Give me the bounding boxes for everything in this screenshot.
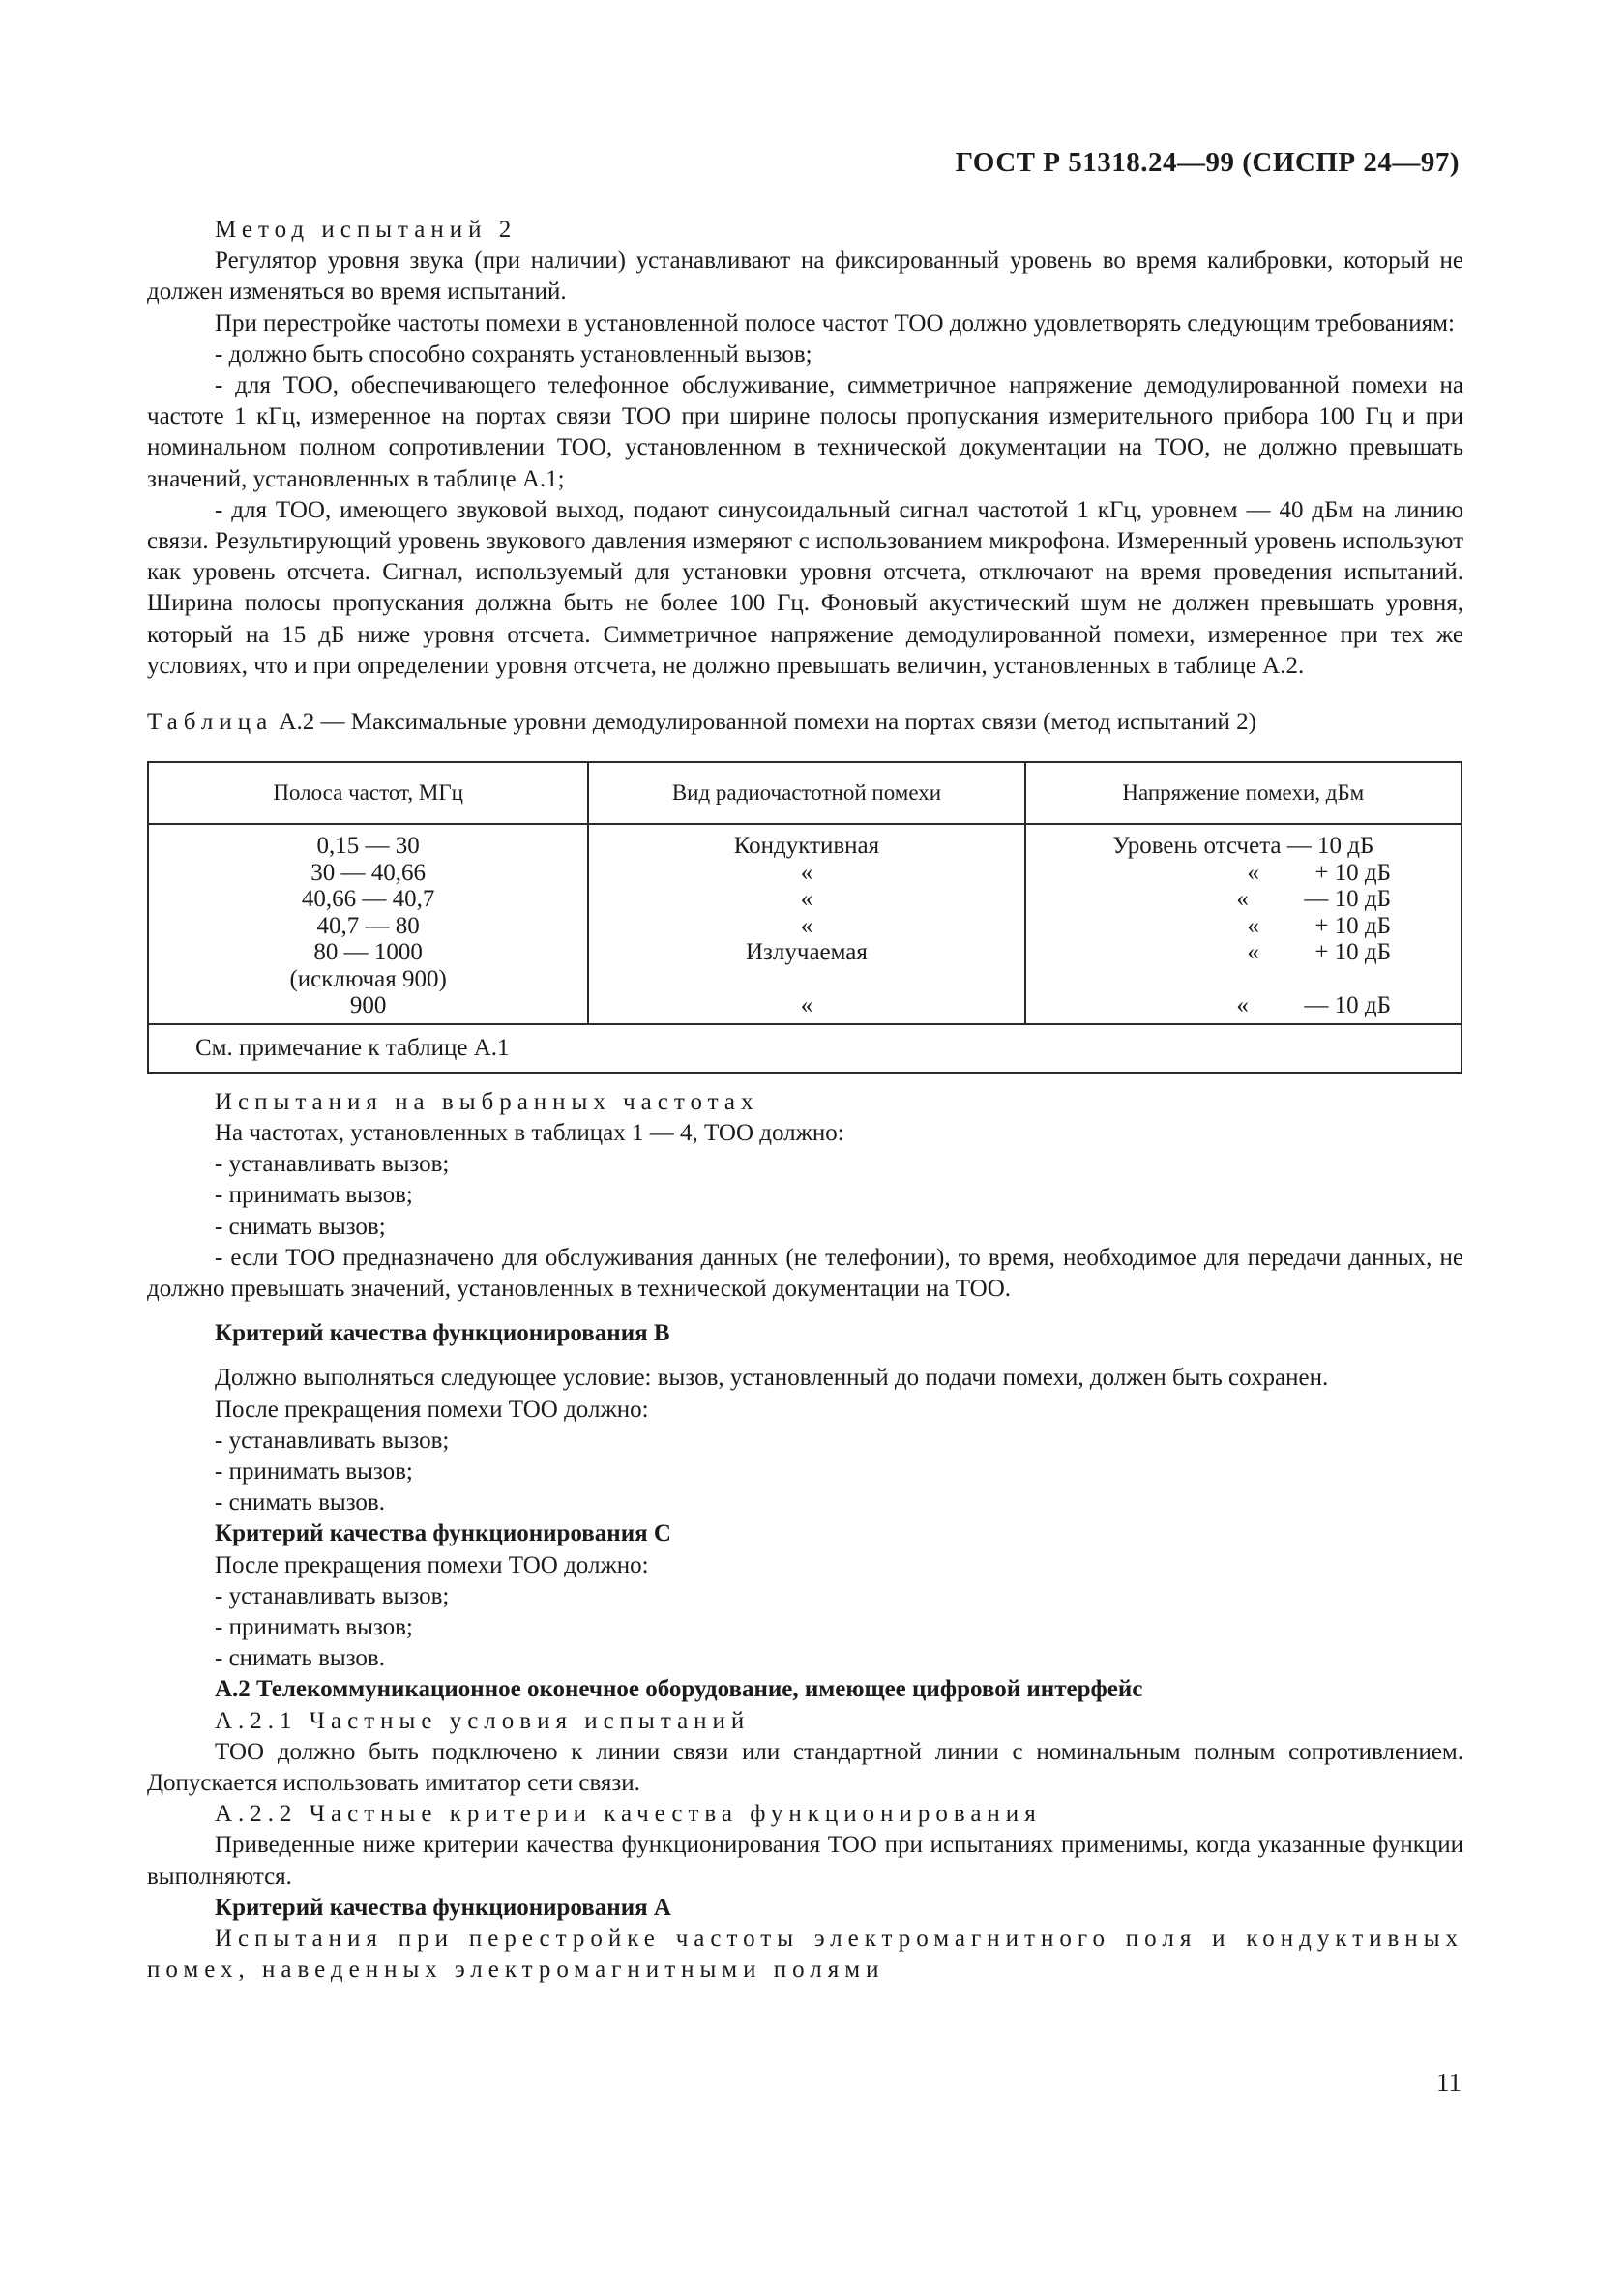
paragraph: Регулятор уровня звука (при наличии) устанавливают на фиксированный уровень во время калибровки, который не должен изменяться во время испытаний.: [147, 248, 1463, 306]
ditto-mark: «: [1236, 886, 1249, 913]
subsection-title: А.2.1 Частные условия испытаний: [215, 1707, 751, 1734]
table-caption: [147, 707, 1463, 738]
band-column: [148, 824, 588, 1024]
ditto-mark: «: [1247, 939, 1259, 966]
list-item: - снимать вызов.: [215, 1489, 385, 1516]
list-item: - для ТОО, обеспечивающего телефонное обслуживание, симметричное напряжение демодулированной помехи на частоте 1 кГц, измеренное на портах связи ТОО при ширине полосы пропускания измерительного прибора 100 Гц и при номинальном полном сопротивлении ТОО, установленном в технической документации на ТОО, не должно превышать значений, установленных в таблице А.1;: [147, 372, 1463, 492]
paragraph: На частотах, установленных в таблицах 1 — 4, ТОО должно:: [215, 1119, 844, 1146]
table-header-type: Вид радиочастотной помехи: [588, 762, 1024, 824]
table-header-voltage: Напряжение помехи, дБм: [1025, 762, 1462, 824]
page-number: 11: [1436, 2068, 1462, 2097]
criterion-title: Критерий качества функционирования А: [215, 1894, 671, 1921]
voltage-value: + 10 дБ: [1314, 859, 1391, 886]
list-item: - снимать вызов;: [215, 1213, 386, 1240]
paragraph: Приведенные ниже критерии качества функционирования ТОО при испытаниях применимы, когда указанные функции выполняются.: [147, 1832, 1463, 1890]
list-item: - принимать вызов;: [215, 1457, 413, 1485]
band-cell: 80 — 1000: [313, 939, 423, 966]
voltage-cell: Уровень отсчета — 10 дБ: [1112, 833, 1374, 860]
section-title: Метод испытаний 2: [215, 217, 517, 243]
list-item: - устанавливать вызов;: [215, 1582, 450, 1609]
band-cell: 30 — 40,66: [310, 859, 426, 886]
type-column: [588, 824, 1024, 1024]
paragraph: Испытания при перестройке частоты электромагнитного поля и кондуктивных помех, наведенных электромагнитными полями: [147, 1926, 1463, 1984]
list-item: - устанавливать вызов;: [215, 1427, 450, 1454]
list-item: - для ТОО, имеющего звуковой выход, подают синусоидальный сигнал частотой 1 кГц, уровнем — 40 дБм на линию связи. Результирующий уровень звукового давления измеряют с использованием микрофона. Измеренный уровень используют как уровень отсчета. Сигнал, используемый для установки уровня отсчета, отключают на время проведения испытаний. Ширина полосы пропускания должна быть не более 100 Гц. Фоновый акустический шум не должен превышать уровня, который на 15 дБ ниже уровня отсчета. Симметричное напряжение демодулированной помехи, измеренное при тех же условиях, что и при определении уровня отсчета, не должно превышать величин, установленных в таблице А.2.: [147, 496, 1463, 679]
voltage-cell: [1030, 992, 1457, 1019]
paragraph: Должно выполняться следующее условие: вызов, установленный до подачи помехи, должен быть сохранен.: [215, 1365, 1329, 1392]
voltage-cell: [1030, 913, 1457, 940]
list-item: - принимать вызов;: [215, 1182, 413, 1209]
voltage-value: + 10 дБ: [1314, 939, 1391, 966]
list-item: - снимать вызов.: [215, 1645, 385, 1672]
voltage-cell: [1030, 860, 1457, 887]
interference-table: [147, 761, 1462, 1074]
voltage-cell-empty: [1030, 966, 1457, 993]
ditto-mark: «: [1247, 912, 1259, 939]
table-caption-label: Таблица: [147, 709, 274, 736]
type-cell-empty: [593, 966, 1019, 993]
section-heading: А.2 Телекоммуникационное оконечное оборудование, имеющее цифровой интерфейс: [215, 1676, 1143, 1703]
type-cell: «: [800, 912, 813, 939]
band-cell: 900: [349, 992, 387, 1019]
band-cell: (исключая 900): [289, 965, 447, 992]
type-cell: Кондуктивная: [733, 833, 880, 860]
document-header: ГОСТ Р 51318.24—99 (СИСПР 24—97): [955, 147, 1460, 178]
voltage-cell: [1030, 939, 1457, 966]
table-note: См. примечание к таблице А.1: [148, 1024, 1462, 1073]
type-cell: «: [800, 859, 813, 886]
criterion-title: Критерий качества функционирования С: [215, 1520, 671, 1547]
type-cell: «: [800, 992, 813, 1019]
voltage-cell: [1030, 886, 1457, 913]
voltage-value: — 10 дБ: [1304, 886, 1391, 913]
ditto-mark: «: [1247, 859, 1259, 886]
type-cell: «: [800, 886, 813, 913]
list-item: - если ТОО предназначено для обслуживания данных (не телефонии), то время, необходимое для передачи данных, не должно превышать значений, установленных в технической документации на ТОО.: [147, 1244, 1463, 1302]
list-item: - принимать вызов;: [215, 1614, 413, 1640]
band-cell: 40,7 — 80: [316, 912, 420, 939]
paragraph: После прекращения помехи ТОО должно:: [215, 1551, 649, 1578]
criterion-title: Критерий качества функционирования В: [215, 1320, 670, 1347]
list-item: - должно быть способно сохранять установленный вызов;: [215, 340, 812, 368]
list-item: - устанавливать вызов;: [215, 1151, 450, 1178]
paragraph: При перестройке частоты помехи в установленной полосе частот ТОО должно удовлетворять следующим требованиям:: [215, 309, 1455, 337]
type-cell: Излучаемая: [745, 939, 868, 966]
voltage-value: — 10 дБ: [1304, 992, 1391, 1019]
band-cell: 40,66 — 40,7: [301, 886, 435, 913]
paragraph: После прекращения помехи ТОО должно:: [215, 1396, 649, 1423]
subsection-title: А.2.2 Частные критерии качества функционирования: [215, 1801, 1042, 1828]
paragraph: ТОО должно быть подключено к линии связи или стандартной линии с номинальным полным сопротивлением. Допускается использовать имитатор сети связи.: [147, 1738, 1463, 1797]
table-caption-text: А.2 — Максимальные уровни демодулированной помехи на портах связи (метод испытаний 2): [279, 709, 1256, 736]
page-content: [147, 215, 1463, 1986]
table-header-band: Полоса частот, МГц: [148, 762, 588, 824]
voltage-column: [1025, 824, 1462, 1024]
ditto-mark: «: [1236, 992, 1249, 1019]
band-cell: 0,15 — 30: [316, 833, 420, 860]
voltage-value: + 10 дБ: [1314, 912, 1391, 939]
section-title: Испытания на выбранных частотах: [215, 1088, 759, 1115]
